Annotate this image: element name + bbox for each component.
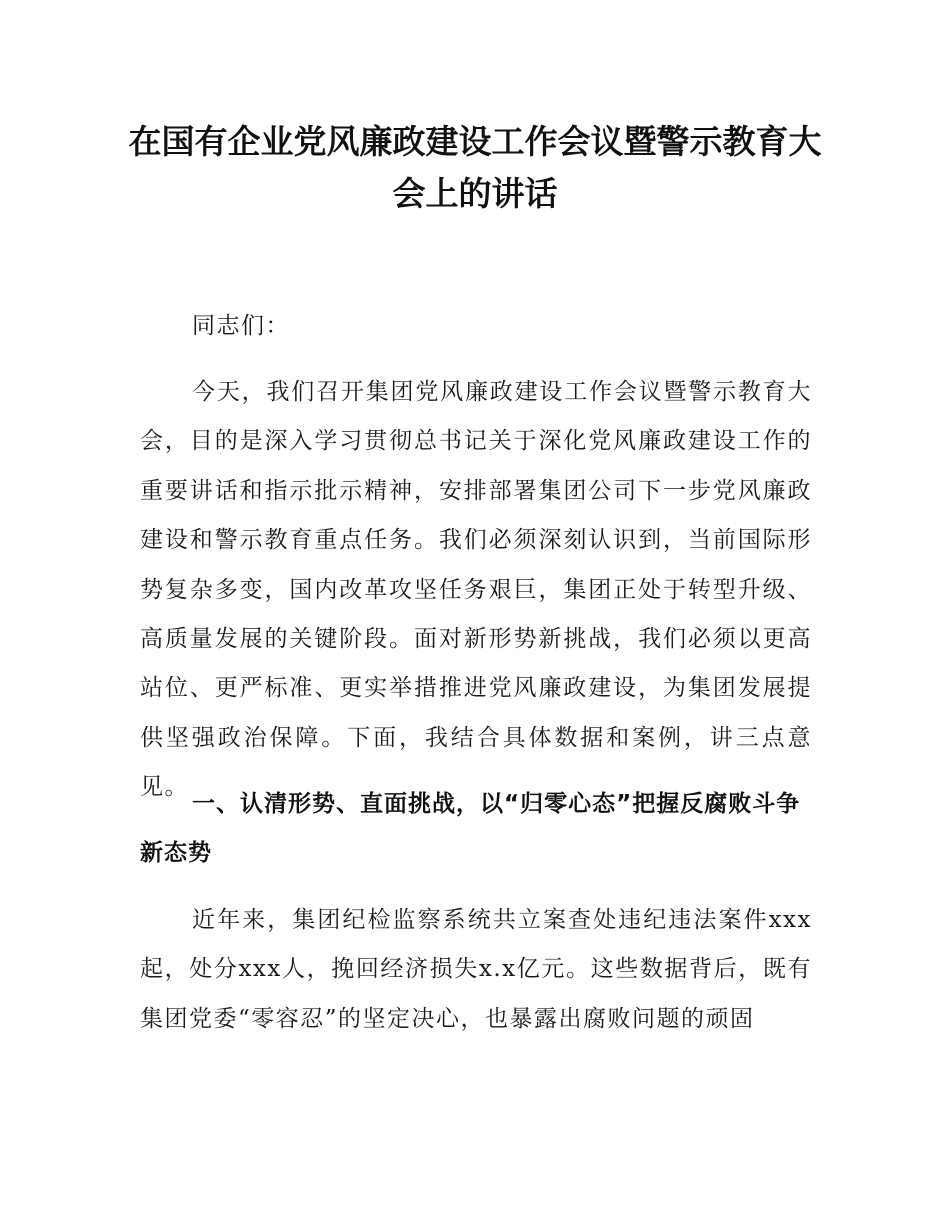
document-title: 在国有企业党风廉政建设工作会议暨警示教育大会上的讲话 xyxy=(128,122,822,213)
section-1-paragraph: 近年来，集团纪检监察系统共立案查处违纪违法案件xxx起，处分xxx人，挽回经济损失x.x亿元。这些数据背后，既有集团党委“零容忍”的坚定决心，也暴露出腐败问题的顽固 xyxy=(140,907,812,1032)
opening-paragraph: 今天，我们召开集团党风廉政建设工作会议暨警示教育大会，目的是深入学习贯彻总书记关于深化党风廉政建设工作的重要讲话和指示批示精神，安排部署集团公司下一步党风廉政建设和警示教育重点任务。我们必须深刻认识到，当前国际形势复杂多变，国内改革攻坚任务艰巨，集团正处于转型升级、高质量发展的关键阶段。面对新形势新挑战，我们必须以更高站位、更严标准、更实举措推进党风廉政建设，为集团发展提供坚强政治保障。下面，我结合具体数据和案例，讲三点意见。 xyxy=(140,379,812,801)
section-1-heading: 一、认清形势、直面挑战，以“归零心态”把握反腐败斗争新态势 xyxy=(140,791,801,866)
salutation: 同志们： xyxy=(192,313,290,339)
